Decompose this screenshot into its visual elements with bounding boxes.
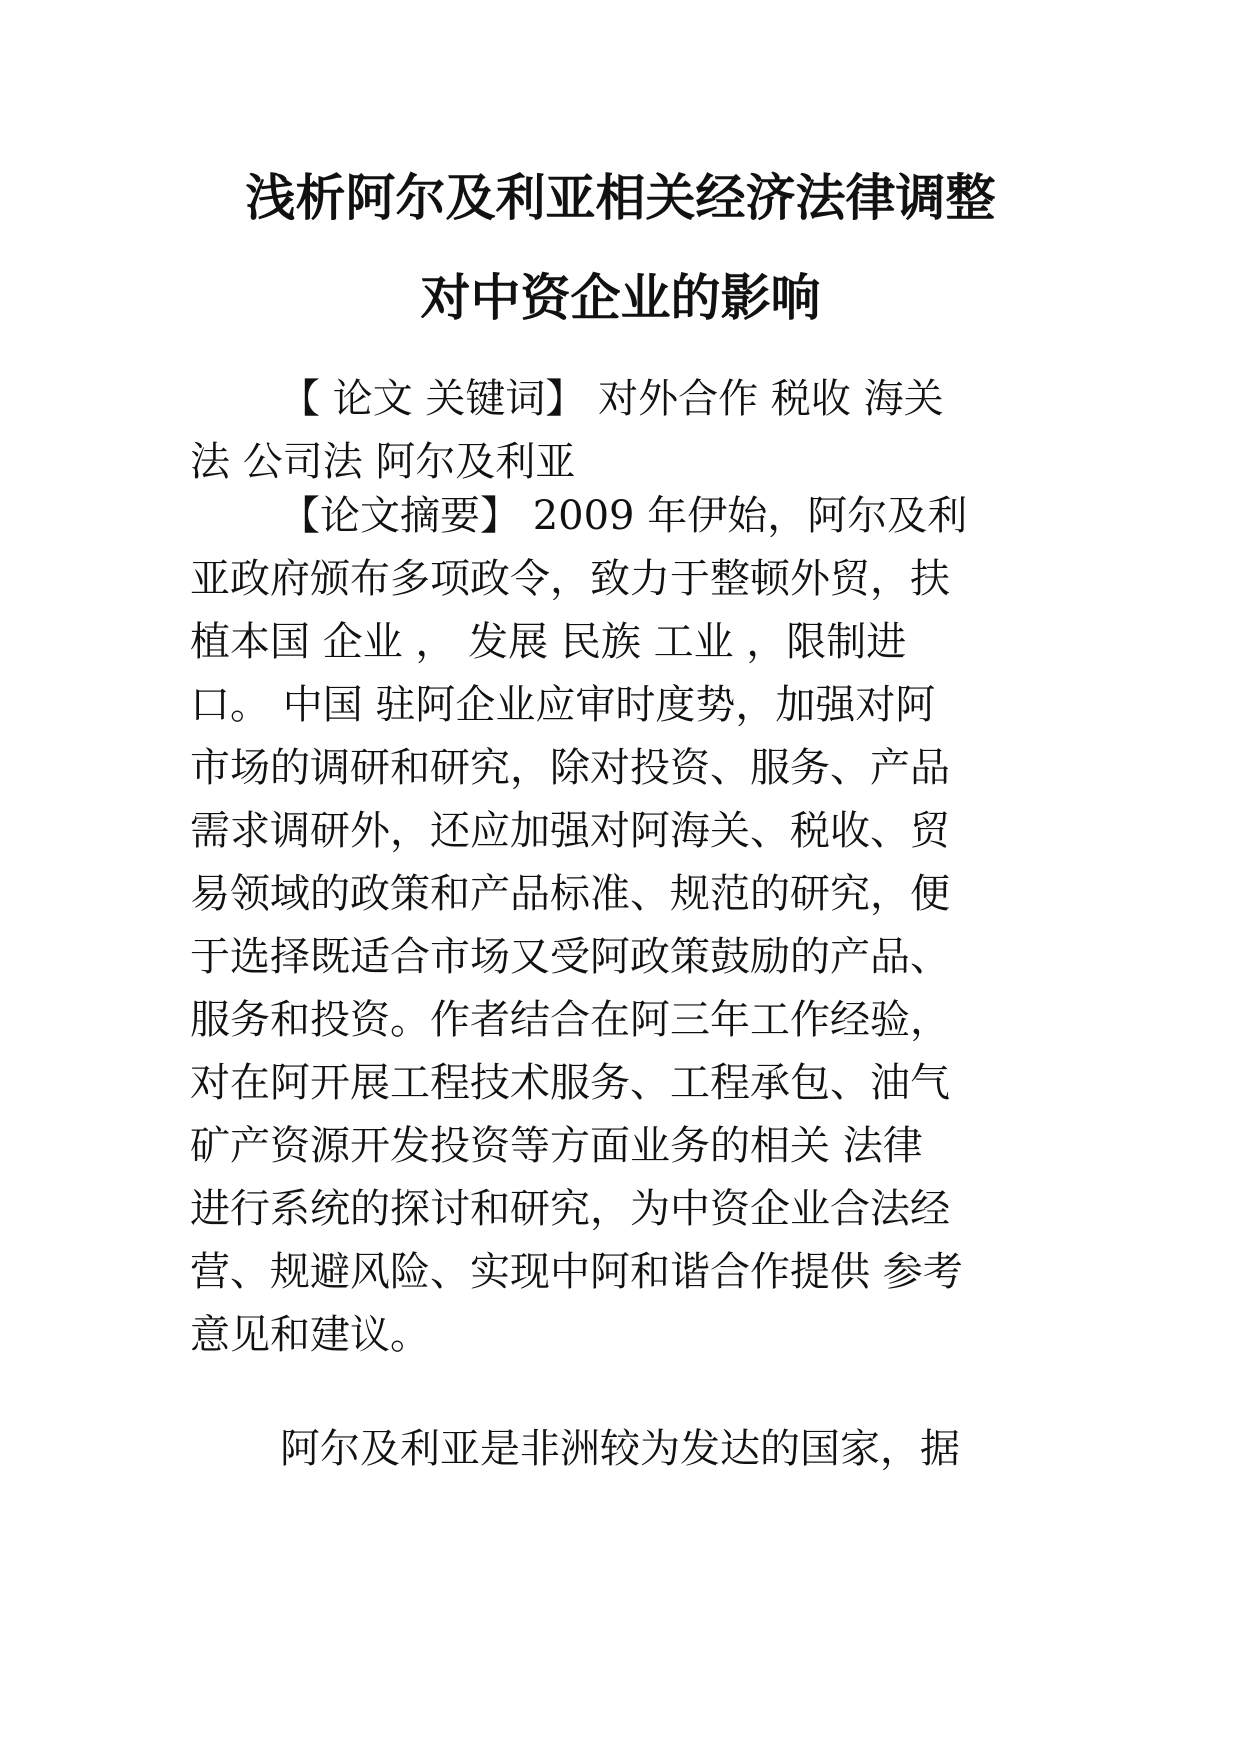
abstract-line: 营、规避风险、实现中阿和谐合作提供 参考 <box>190 1249 963 1295</box>
body-line: 阿尔及利亚是非洲较为发达的国家，据 <box>280 1426 960 1472</box>
abstract-line: 对在阿开展工程技术服务、工程承包、油气 <box>190 1060 950 1106</box>
keywords-line: 法 公司法 阿尔及利亚 <box>190 439 576 485</box>
abstract-line: 【论文摘要】 2009 年伊始，阿尔及利 <box>280 493 968 539</box>
body-paragraph <box>190 1418 1052 1481</box>
abstract-line: 意见和建议。 <box>190 1312 430 1358</box>
abstract-line: 口。 中国 驻阿企业应审时度势，加强对阿 <box>190 682 936 728</box>
abstract-line: 需求调研外，还应加强对阿海关、税收、贸 <box>190 808 950 854</box>
abstract-paragraph <box>190 485 1052 1367</box>
abstract-line: 于选择既适合市场又受阿政策鼓励的产品、 <box>190 934 950 980</box>
keywords-paragraph <box>190 368 1052 494</box>
abstract-line: 进行系统的探讨和研究，为中资企业合法经 <box>190 1186 950 1232</box>
abstract-line: 矿产资源开发投资等方面业务的相关 法律 <box>190 1123 923 1169</box>
keywords-line: 【 论文 关键词】 对外合作 税收 海关 <box>280 376 944 422</box>
abstract-line: 服务和投资。作者结合在阿三年工作经验， <box>190 997 950 1043</box>
abstract-line: 植本国 企业 ， 发展 民族 工业 ，限制进 <box>190 619 907 665</box>
abstract-line: 亚政府颁布多项政令，致力于整顿外贸，扶 <box>190 556 950 602</box>
abstract-line: 易领域的政策和产品标准、规范的研究，便 <box>190 871 950 917</box>
document-title-line-1: 浅析阿尔及利亚相关经济法律调整 <box>245 169 996 227</box>
document-title-line-2: 对中资企业的影响 <box>420 269 821 327</box>
abstract-line: 市场的调研和研究，除对投资、服务、产品 <box>190 745 950 791</box>
